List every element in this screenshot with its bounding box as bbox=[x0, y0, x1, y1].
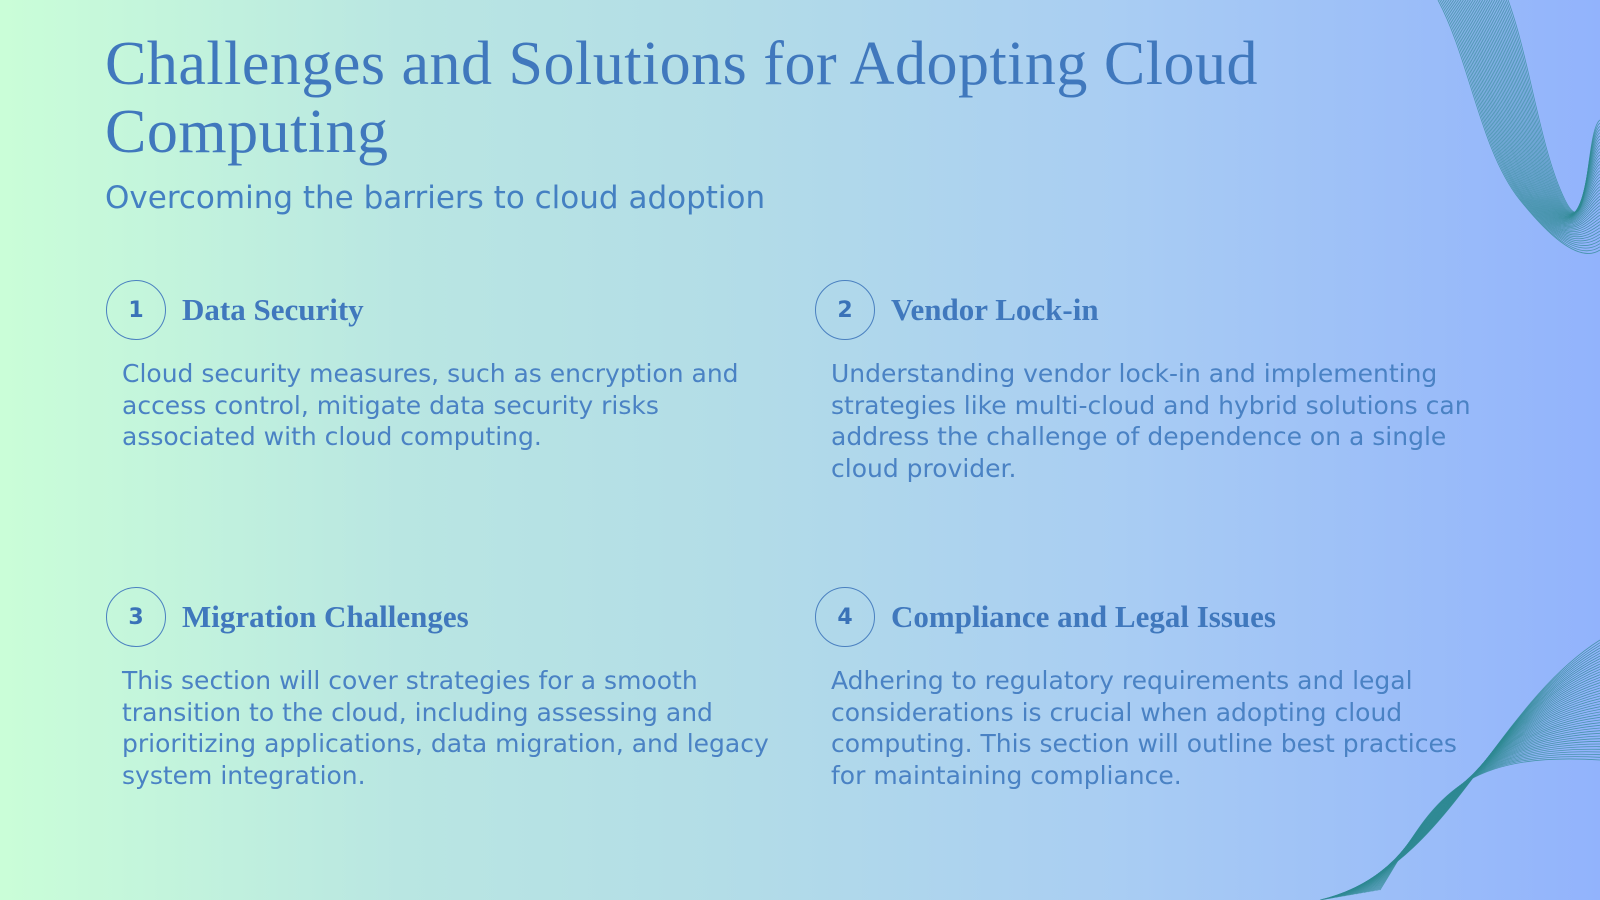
challenge-card-vendor-lock-in bbox=[815, 278, 1495, 484]
wave-line bbox=[1486, 0, 1600, 216]
wave-line bbox=[1481, 0, 1600, 218]
wave-line bbox=[1462, 0, 1600, 226]
wave-line bbox=[1488, 0, 1600, 216]
challenge-card-header bbox=[815, 585, 1495, 649]
wave-line bbox=[1472, 0, 1600, 221]
wave-line bbox=[1455, 0, 1600, 232]
wave-line bbox=[1477, 0, 1600, 219]
wave-line bbox=[1448, 0, 1600, 239]
challenge-card-header bbox=[106, 278, 786, 342]
challenge-card-header bbox=[106, 585, 786, 649]
slide-title: Challenges and Solutions for Adopting Cloud Computing bbox=[105, 30, 1258, 166]
wave-line bbox=[1499, 0, 1600, 214]
challenge-title: Vendor Lock-in bbox=[891, 292, 1099, 327]
number-badge: 2 bbox=[815, 280, 875, 340]
wave-line bbox=[1452, 0, 1600, 235]
wave-line bbox=[1438, 0, 1600, 253]
challenge-title: Compliance and Legal Issues bbox=[891, 599, 1276, 634]
wave-line bbox=[1479, 0, 1600, 218]
number-badge: 4 bbox=[815, 587, 875, 647]
wave-line bbox=[1467, 0, 1600, 223]
wave-line bbox=[1496, 0, 1600, 214]
wave-line bbox=[1460, 0, 1600, 228]
wave-line bbox=[1470, 0, 1600, 222]
wave-line bbox=[1498, 0, 1600, 214]
wave-line bbox=[1445, 0, 1600, 243]
wave-line bbox=[1493, 0, 1600, 215]
number-badge: 3 bbox=[106, 587, 166, 647]
challenge-card-data-security bbox=[106, 278, 786, 453]
wave-line bbox=[1441, 0, 1600, 248]
wave-line bbox=[1450, 0, 1600, 237]
wave-line bbox=[1476, 0, 1600, 220]
wave-line bbox=[1503, 0, 1600, 213]
wave-line bbox=[1482, 0, 1600, 217]
wave-line bbox=[1453, 0, 1600, 233]
number-badge: 1 bbox=[106, 280, 166, 340]
wave-line bbox=[1458, 0, 1600, 229]
wave-line bbox=[1505, 0, 1600, 213]
wave-line bbox=[1465, 0, 1600, 224]
challenge-card-compliance bbox=[815, 585, 1495, 791]
wave-line bbox=[1506, 0, 1600, 212]
wave-line bbox=[1464, 0, 1600, 225]
challenge-description: Cloud security measures, such as encryption and access control, mitigate data security risks associated with cloud computing. bbox=[122, 359, 739, 451]
challenge-description: Understanding vendor lock-in and implementing strategies like multi-cloud and hybrid solutions can address the challenge of dependence on a single cloud provider. bbox=[831, 359, 1471, 483]
challenge-description: This section will cover strategies for a smooth transition to the cloud, including assessing and prioritizing applications, data migration, and legacy system integration. bbox=[122, 666, 769, 790]
wave-line bbox=[1489, 0, 1600, 216]
slide-subtitle: Overcoming the barriers to cloud adoption bbox=[105, 180, 766, 216]
wave-line bbox=[1484, 0, 1600, 217]
wave-line bbox=[1440, 0, 1600, 251]
wave-line bbox=[1474, 0, 1600, 220]
wave-line bbox=[1457, 0, 1600, 230]
wave-line bbox=[1501, 0, 1600, 213]
wave-line bbox=[1447, 0, 1600, 241]
challenge-card-migration bbox=[106, 585, 786, 791]
wave-line bbox=[1508, 0, 1600, 212]
challenge-title: Data Security bbox=[182, 292, 364, 327]
wave-line bbox=[1494, 0, 1600, 214]
wave-line bbox=[1491, 0, 1600, 215]
challenge-card-header bbox=[815, 278, 1495, 342]
challenge-title: Migration Challenges bbox=[182, 599, 469, 634]
wave-line bbox=[1469, 0, 1600, 223]
challenge-description: Adhering to regulatory requirements and legal considerations is crucial when adopting cloud computing. This section will outline best practices for maintaining compliance. bbox=[831, 666, 1457, 790]
wave-line bbox=[1443, 0, 1600, 246]
